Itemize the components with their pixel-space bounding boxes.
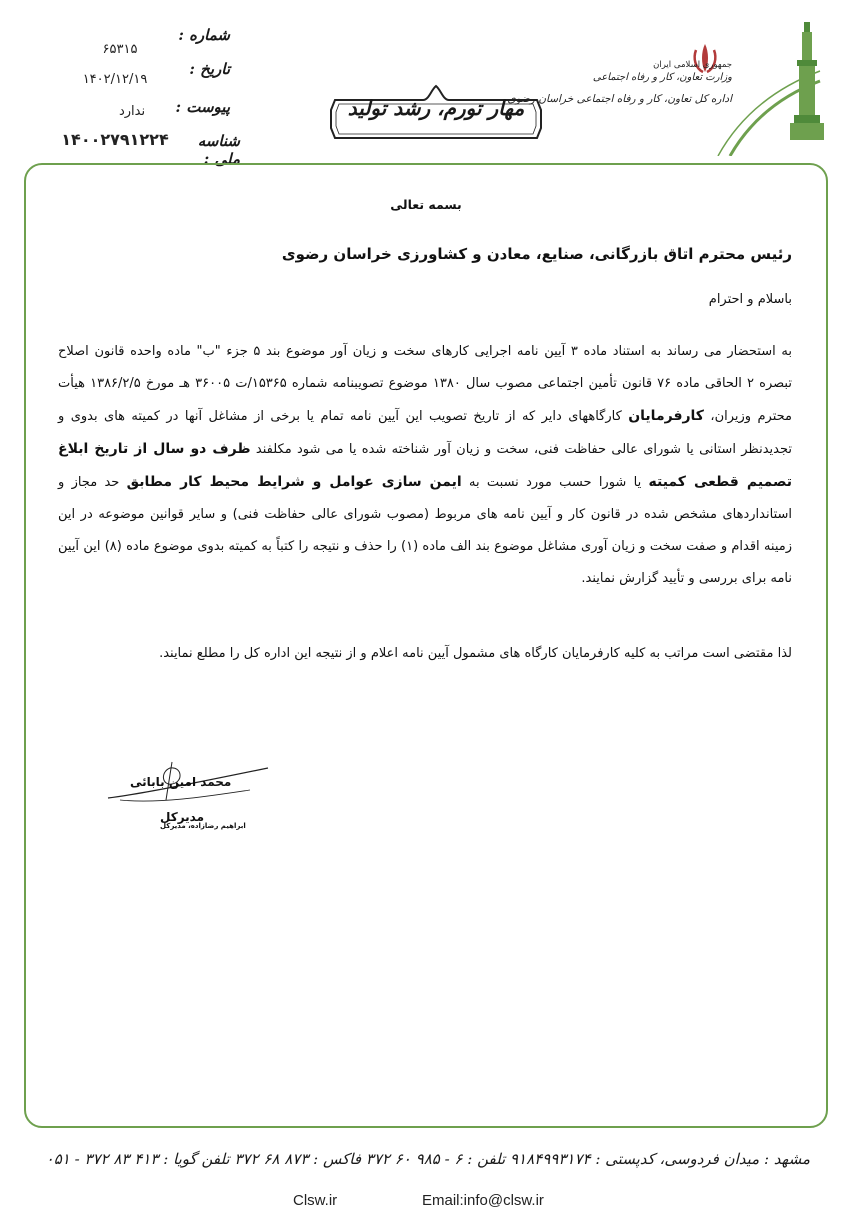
ministry-country: جمهوری اسلامی ایران: [653, 60, 732, 70]
recipient: رئیس محترم اتاق بازرگانی، صنایع، معادن و کشاورزی خراسان رضوی: [281, 245, 792, 263]
tower-logo-icon: [782, 20, 832, 140]
number-label: شماره :: [178, 26, 230, 44]
signer-name: محمد امین بابائی: [130, 775, 232, 789]
footer-email-link[interactable]: Email:info@clsw.ir: [422, 1192, 544, 1209]
closing-paragraph: لذا مقتضی است مراتب به کلیه کارفرمایان کارگاه های مشمول آیین نامه اعلام و از نتیجه این اداره کل را مطلع نمایند.: [159, 646, 792, 661]
signer-subline: ابراهیم رضازاده، مدیرکل: [160, 822, 246, 830]
body-text-3: یا شورا حسب مورد نسبت به: [461, 475, 649, 490]
body-bold-safety: ایمن سازی عوامل و شرایط محیط کار مطابق: [126, 474, 462, 490]
body-text-2: کارگاههای دایر که از تاریخ تصویب این آیین نامه تمام یا برخی از مشاغل آنها در کمیته های بدوی و تجدیدنظر استانی یا شورای عالی حفاظت فنی، سخت و زیان آور شناخته شده یا می شود مکلفند: [58, 409, 792, 457]
body-text-1: به استحضار می رساند به استناد ماده ۳ آیین نامه اجرایی کارهای سخت و زیان آور موضوع بند ۵ جزء "ب" ماده واحده قانون اصلاح تبصره ۲ الحاقی ماده ۷۶ قانون تأمین اجتماعی مصوب سال ۱۳۸۰ موضوع تصویبنامه شماره ۱۵۳۶۵/ت ۳۶۰۰۵ هـ مورخ ۱۳۸۶/۲/۵ هیأت محترم وزیران،: [58, 344, 793, 424]
body-bold-deadline: ظرف دو سال از تاریخ ابلاغ تصمیم قطعی کمیته: [58, 441, 793, 490]
footer-website-link[interactable]: Clsw.ir: [293, 1192, 338, 1209]
date-value: ۱۴۰۲/۱۲/۱۹: [82, 72, 148, 87]
attachment-label: پیوست :: [175, 98, 230, 116]
body-text-4: حد مجاز و استانداردهای مشخص شده در قانون کار و آیین نامه های مربوط (مصوب شورای عالی حفاظت فنی) و سایر قوانین موضوعه در این زمینه اقدام و صفت سخت و زیان آوری مشاغل موضوع بند الف ماده (۱) را حذف و نتیجه را کتباً به کمیته بدوی موضوع ماده (۸) این آیین نامه برای بررسی و تأیید گزارش نمایند.: [58, 475, 792, 586]
greeting: باسلام و احترام: [708, 292, 792, 307]
footer-address: مشهد : میدان فردوسی، کدپستی : ۹۱۸۴۹۹۳۱۷۴ تلفن : ۶ - ۹۸۵ ۶۰ ۳۷۲ فاکس : ۸۷۳ ۶۸ ۳۷۲ تلفن گویا : ۴۱۳ ۸۳ ۳۷۲ - ۰۵۱: [45, 1150, 810, 1168]
motto-slogan: مهار تورم، رشد تولید: [347, 96, 525, 120]
basmala: بسمه تعالی: [390, 197, 462, 212]
national-id-label: شناسه ملی :: [197, 132, 240, 168]
ministry-office: اداره کل تعاون، کار و رفاه اجتماعی خراسان رضوی: [507, 93, 732, 105]
date-label: تاریخ :: [189, 60, 230, 78]
signer-title: مدیرکل: [160, 810, 205, 824]
attachment-value: ندارد: [118, 104, 146, 119]
number-value: ۶۵۳۱۵: [102, 42, 138, 57]
body-bold-employers: کارفرمایان: [628, 408, 704, 424]
national-id-value: ۱۴۰۰۲۷۹۱۲۲۴: [61, 130, 169, 149]
ministry-name: وزارت تعاون، کار و رفاه اجتماعی: [592, 72, 732, 83]
letter-body: [58, 336, 792, 595]
